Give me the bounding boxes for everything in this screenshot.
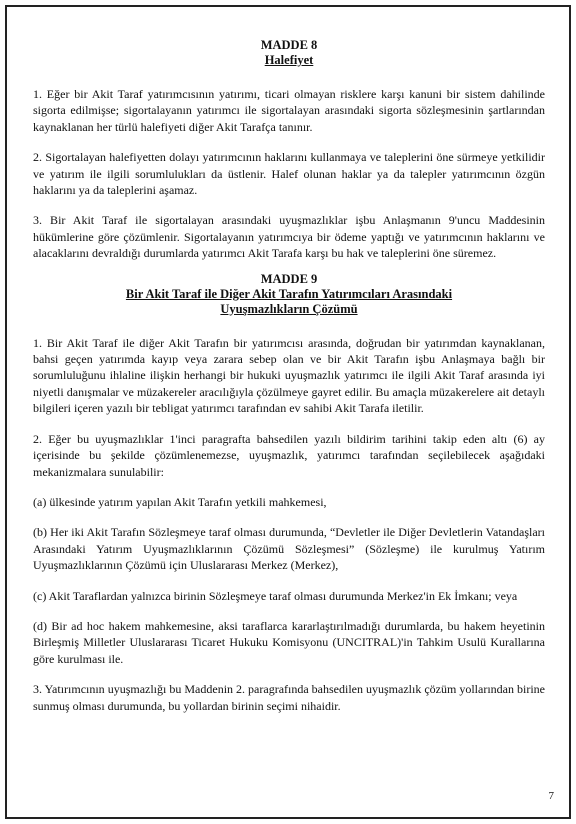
- article-9-paragraph-2: 2. Eğer bu uyuşmazlıklar 1'inci paragrafta bahsedilen yazılı bildirim tarihini takip eden altı (6) ay içerisinde bu şekilde çözümlenemezse, uyuşmazlık, yatırımcı tarafından seçilebilecek aşağıdaki mekanizmalara sunulabilir:: [33, 431, 545, 479]
- article-8-heading: [33, 38, 545, 68]
- article-9-subtitle-line-2: Uyuşmazlıkların Çözümü: [220, 301, 358, 316]
- article-9-paragraph-1: 1. Bir Akit Taraf ile diğer Akit Tarafın bir yatırımcısı arasında, doğrudan bir yatırımdan kaynaklanan, bahsi geçen yatırımda kayıp veya zarara sebep olan ve bir Akit Tarafın işbu Anlaşmaya bağlı bir sorumluluğunu ihlaline ilişkin herhangi bir hukuki uyuşmazlık yatırımcı ile ilgili Akit Taraf arasında iyi niyetli danışmalar ve müzakereler aracılığıyla çözülmeye gayret edilir. Bu amaçla müzakerelere ait detaylı bilgileri içeren yazılı bir tebligat yatırımcı tarafından ev sahibi Akit Tarafa iletilir.: [33, 335, 545, 416]
- article-9-item-c: (c) Akit Taraflardan yalnızca birinin Sözleşmeye taraf olması durumunda Merkez'in Ek İmkanı; veya: [33, 588, 518, 603]
- article-8-paragraph-3: 3. Bir Akit Taraf ile sigortalayan arasındaki uyuşmazlıklar işbu Anlaşmanın 9'uncu Maddesinin hükümlerine göre çözümlenir. Sigortalayanın yatırımcıya bir ödeme yaptığı ve yatırımcının haklarını ve alacaklarını devraldığı durumlarda yatırımcı Akit Tarafa karşı bu hak ve taleplerini öne süremez.: [33, 213, 545, 261]
- article-9-title: MADDE 9: [260, 271, 318, 286]
- article-9-item-a: (a) ülkesinde yatırım yapılan Akit Tarafın yetkili mahkemesi,: [33, 494, 327, 509]
- article-8-title: MADDE 8: [260, 38, 318, 52]
- article-9-heading: [33, 272, 545, 317]
- article-8-subtitle: Halefiyet: [264, 53, 314, 67]
- article-8-paragraph-2: 2. Sigortalayan halefiyetten dolayı yatırımcının haklarını kullanmaya ve taleplerini öne sürmeye yetkilidir ve yatırım ile ilgili sorumlulukları da üstlenir. Halef olunan haklar ya da talepler yatırımcının özgün haklarını ya da taleplerini aşamaz.: [33, 150, 545, 198]
- page-content: [33, 38, 545, 714]
- article-9-item-b: (b) Her iki Akit Tarafın Sözleşmeye taraf olması durumunda, “Devletler ile Diğer Devletlerin Vatandaşları Arasındaki Yatırım Uyuşmazlıklarının Çözümü Sözleşmesi” (Sözleşme) ile kurulmuş Yatırım Uyuşmazlıklarının Çözümü için Uluslararası Merkez (Merkez),: [33, 525, 545, 573]
- article-8-paragraph-1: 1. Eğer bir Akit Taraf yatırımcısının yatırımı, ticari olmayan risklere karşı kanuni bir sistem dahilinde sigorta edilmişse; sigortalayanın yatırımcı ile sigortalayan arasındaki sigorta sözleşmesinin şartlarından kaynaklanan her türlü halefiyeti diğer Akit Tarafça tanınır.: [33, 87, 545, 134]
- article-9-paragraph-3: 3. Yatırımcının uyuşmazlığı bu Maddenin 2. paragrafında bahsedilen uyuşmazlık çözüm yollarından birine sunmuş olması durumunda, bu yollardan birinin seçimi nihaidir.: [33, 682, 545, 713]
- article-9-subtitle-line-1: Bir Akit Taraf ile Diğer Akit Tarafın Yatırımcıları Arasındaki: [125, 286, 453, 301]
- page-number: 7: [548, 790, 554, 802]
- article-9-item-d: (d) Bir ad hoc hakem mahkemesine, aksi taraflarca kararlaştırılmadığı durumlarda, bu hakem heyetinin Birleşmiş Milletler Uluslararası Ticaret Hukuku Komisyonu (UNCITRAL)'in Tahkim Usulü Kurallarına göre kurulması ile.: [33, 618, 545, 666]
